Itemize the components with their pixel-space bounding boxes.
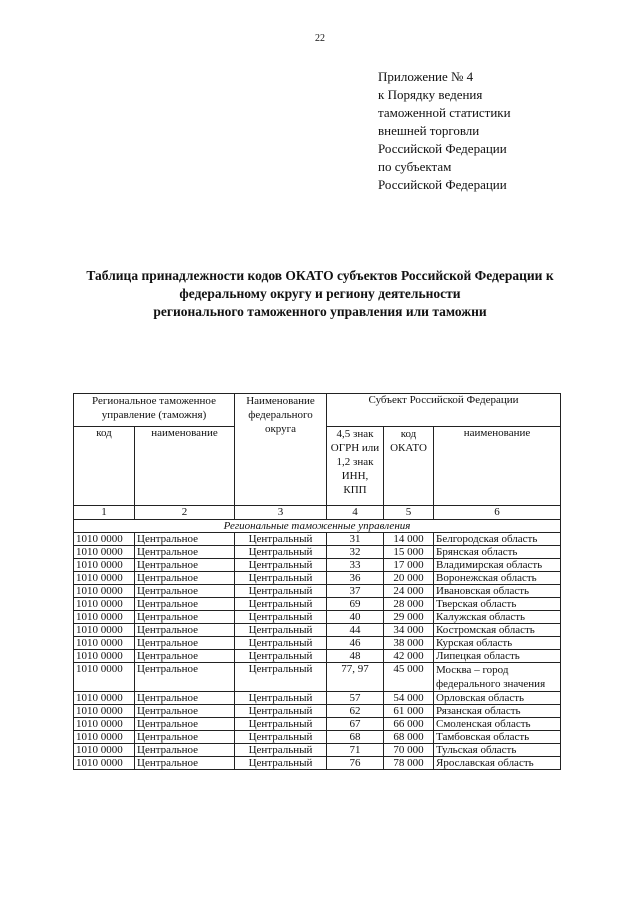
cell-subject-name: Ивановская область (434, 585, 561, 598)
cell-subject-name: Смоленская область (434, 718, 561, 731)
cell-district: Центральный (235, 637, 327, 650)
cell-subject-name: Курская область (434, 637, 561, 650)
cell-okato: 70 000 (384, 744, 434, 757)
cell-rtu-name: Центральное (135, 744, 235, 757)
cell-ogrn: 71 (327, 744, 384, 757)
cell-ogrn: 40 (327, 611, 384, 624)
cell-okato: 34 000 (384, 624, 434, 637)
title-line: регионального таможенного управления или таможни (153, 304, 487, 319)
table-row (74, 637, 561, 650)
table-row (74, 663, 561, 692)
column-number: 2 (135, 506, 235, 520)
document-title (50, 267, 590, 321)
column-number: 1 (74, 506, 135, 520)
cell-code: 1010 0000 (74, 611, 135, 624)
cell-rtu-name: Центральное (135, 598, 235, 611)
cell-code: 1010 0000 (74, 757, 135, 770)
cell-subject-name: Тульская область (434, 744, 561, 757)
header-okato: код ОКАТО (384, 427, 434, 506)
cell-district: Центральный (235, 533, 327, 546)
appendix-line: к Порядку ведения (378, 87, 483, 102)
table-row (74, 757, 561, 770)
table-body (74, 520, 561, 770)
cell-rtu-name: Центральное (135, 650, 235, 663)
cell-code: 1010 0000 (74, 598, 135, 611)
section-row (74, 520, 561, 533)
table-row (74, 572, 561, 585)
cell-district: Центральный (235, 598, 327, 611)
table-row (74, 585, 561, 598)
cell-code: 1010 0000 (74, 559, 135, 572)
header-name: наименование (135, 427, 235, 506)
header-subject: Субъект Российской Федерации (327, 394, 561, 427)
cell-ogrn: 37 (327, 585, 384, 598)
cell-rtu-name: Центральное (135, 757, 235, 770)
appendix-line: Российской Федерации (378, 141, 507, 156)
cell-subject-name: Рязанская область (434, 705, 561, 718)
cell-rtu-name: Центральное (135, 718, 235, 731)
cell-ogrn: 44 (327, 624, 384, 637)
appendix-line: таможенной статистики (378, 105, 511, 120)
table-row (74, 705, 561, 718)
cell-rtu-name: Центральное (135, 637, 235, 650)
header-district-name: Наименование федерального округа (235, 394, 327, 506)
table-row (74, 718, 561, 731)
cell-okato: 29 000 (384, 611, 434, 624)
table-row (74, 559, 561, 572)
appendix-line: по субъектам (378, 159, 452, 174)
cell-district: Центральный (235, 546, 327, 559)
appendix-line: Российской Федерации (378, 177, 507, 192)
cell-rtu-name: Центральное (135, 663, 235, 692)
cell-subject-name: Орловская область (434, 692, 561, 705)
cell-subject-name: Москва – город федерального значения (434, 663, 561, 692)
column-number: 6 (434, 506, 561, 520)
title-line: федеральному округу и региону деятельности (179, 286, 461, 301)
cell-okato: 15 000 (384, 546, 434, 559)
cell-okato: 28 000 (384, 598, 434, 611)
cell-okato: 54 000 (384, 692, 434, 705)
cell-ogrn: 67 (327, 718, 384, 731)
cell-subject-name: Костромская область (434, 624, 561, 637)
appendix-line: внешней торговли (378, 123, 480, 138)
cell-code: 1010 0000 (74, 585, 135, 598)
cell-code: 1010 0000 (74, 546, 135, 559)
cell-rtu-name: Центральное (135, 546, 235, 559)
cell-district: Центральный (235, 744, 327, 757)
cell-district: Центральный (235, 757, 327, 770)
table-row (74, 744, 561, 757)
cell-district: Центральный (235, 559, 327, 572)
header-subject-name: наименование (434, 427, 561, 506)
appendix-line: Приложение № 4 (378, 69, 474, 84)
cell-ogrn: 69 (327, 598, 384, 611)
page-number: 22 (315, 33, 325, 44)
cell-code: 1010 0000 (74, 744, 135, 757)
cell-okato: 38 000 (384, 637, 434, 650)
column-number-row (74, 506, 561, 520)
cell-district: Центральный (235, 650, 327, 663)
column-number: 3 (235, 506, 327, 520)
cell-ogrn: 46 (327, 637, 384, 650)
cell-code: 1010 0000 (74, 624, 135, 637)
cell-okato: 24 000 (384, 585, 434, 598)
cell-subject-name: Брянская область (434, 546, 561, 559)
cell-ogrn: 32 (327, 546, 384, 559)
cell-okato: 78 000 (384, 757, 434, 770)
cell-code: 1010 0000 (74, 718, 135, 731)
cell-district: Центральный (235, 718, 327, 731)
cell-district: Центральный (235, 692, 327, 705)
cell-subject-name: Белгородская область (434, 533, 561, 546)
cell-subject-name: Воронежская область (434, 572, 561, 585)
cell-code: 1010 0000 (74, 705, 135, 718)
cell-subject-name: Калужская область (434, 611, 561, 624)
header-rtu: Региональное таможенное управление (таможня) (74, 394, 235, 427)
header-ogrn: 4,5 знак ОГРН или 1,2 знак ИНН, КПП (327, 427, 384, 506)
cell-rtu-name: Центральное (135, 533, 235, 546)
cell-rtu-name: Центральное (135, 611, 235, 624)
cell-district: Центральный (235, 611, 327, 624)
column-number: 5 (384, 506, 434, 520)
title-line: Таблица принадлежности кодов ОКАТО субъектов Российской Федерации к (86, 268, 554, 283)
table-row (74, 650, 561, 663)
cell-ogrn: 31 (327, 533, 384, 546)
cell-district: Центральный (235, 572, 327, 585)
cell-ogrn: 33 (327, 559, 384, 572)
cell-ogrn: 62 (327, 705, 384, 718)
section-label: Региональные таможенные управления (74, 520, 561, 533)
okato-table (73, 393, 561, 770)
cell-district: Центральный (235, 624, 327, 637)
table-row (74, 611, 561, 624)
cell-ogrn: 77, 97 (327, 663, 384, 692)
cell-rtu-name: Центральное (135, 559, 235, 572)
cell-code: 1010 0000 (74, 731, 135, 744)
cell-district: Центральный (235, 663, 327, 692)
table-header-row (74, 394, 561, 427)
table-row (74, 624, 561, 637)
cell-subject-name: Тверская область (434, 598, 561, 611)
cell-okato: 14 000 (384, 533, 434, 546)
cell-ogrn: 76 (327, 757, 384, 770)
cell-okato: 45 000 (384, 663, 434, 692)
cell-subject-name: Липецкая область (434, 650, 561, 663)
table-row (74, 533, 561, 546)
cell-code: 1010 0000 (74, 533, 135, 546)
header-code: код (74, 427, 135, 506)
cell-code: 1010 0000 (74, 650, 135, 663)
cell-code: 1010 0000 (74, 637, 135, 650)
cell-ogrn: 57 (327, 692, 384, 705)
cell-okato: 17 000 (384, 559, 434, 572)
cell-code: 1010 0000 (74, 572, 135, 585)
cell-ogrn: 68 (327, 731, 384, 744)
table-row (74, 598, 561, 611)
cell-subject-name: Владимирская область (434, 559, 561, 572)
appendix-note (378, 68, 511, 194)
cell-district: Центральный (235, 731, 327, 744)
cell-subject-name: Ярославская область (434, 757, 561, 770)
cell-subject-name: Тамбовская область (434, 731, 561, 744)
cell-district: Центральный (235, 705, 327, 718)
cell-okato: 68 000 (384, 731, 434, 744)
table-row (74, 546, 561, 559)
cell-okato: 42 000 (384, 650, 434, 663)
cell-ogrn: 48 (327, 650, 384, 663)
cell-code: 1010 0000 (74, 663, 135, 692)
cell-rtu-name: Центральное (135, 731, 235, 744)
cell-okato: 61 000 (384, 705, 434, 718)
table-row (74, 692, 561, 705)
cell-rtu-name: Центральное (135, 624, 235, 637)
column-number: 4 (327, 506, 384, 520)
table-row (74, 731, 561, 744)
cell-code: 1010 0000 (74, 692, 135, 705)
cell-rtu-name: Центральное (135, 705, 235, 718)
cell-rtu-name: Центральное (135, 572, 235, 585)
cell-ogrn: 36 (327, 572, 384, 585)
cell-okato: 20 000 (384, 572, 434, 585)
cell-rtu-name: Центральное (135, 692, 235, 705)
cell-district: Центральный (235, 585, 327, 598)
cell-rtu-name: Центральное (135, 585, 235, 598)
cell-okato: 66 000 (384, 718, 434, 731)
